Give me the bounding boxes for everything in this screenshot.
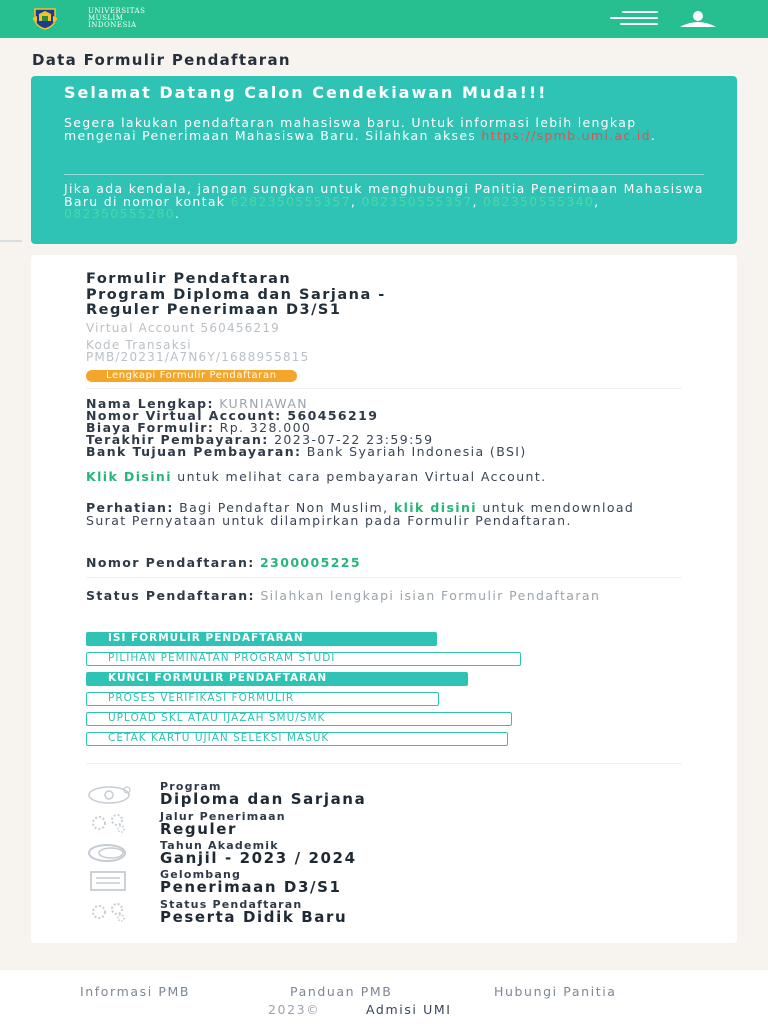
payment-deadline-label: Terakhir Pembayaran: — [86, 432, 269, 447]
phone-link[interactable]: 082350555280 — [64, 206, 176, 221]
full-name-label: Nama Lengkap: — [86, 396, 214, 411]
university-name[interactable] — [88, 8, 188, 29]
notice-text-end: untuk mendownload Surat Pernyataan untuk dilampirkan pada Formulir Pendaftaran. — [86, 500, 635, 528]
welcome-divider — [64, 174, 704, 175]
form-fee-value: Rp. 328.000 — [219, 420, 312, 435]
gears-icon — [85, 901, 135, 923]
form-fee-label: Biaya Formulir: — [86, 420, 215, 435]
footer-link-pmb-guide[interactable]: Panduan PMB — [290, 984, 393, 999]
notice-text: Bagi Pendaftar Non Muslim, — [179, 500, 389, 515]
spmb-site-link[interactable]: https://spmb.umi.ac.id — [481, 127, 651, 143]
summary-value-admission-path: Reguler — [160, 820, 238, 838]
notice-label: Perhatian: — [86, 500, 174, 515]
coins-icon — [85, 842, 135, 864]
step-print-exam-card-button[interactable]: CETAK KARTU UJIAN SELEKSI MASUK — [86, 732, 508, 746]
virtual-account-line: Nomor Virtual Account: 560456219 — [86, 408, 379, 423]
transaction-code-value: PMB/20231/A7N6Y/1688955815 — [86, 350, 310, 364]
top-navbar — [0, 0, 768, 38]
summary-label-status: Status Pendaftaran — [160, 898, 303, 911]
transaction-code-label: Kode Transaksi — [86, 338, 192, 352]
summary-label-admission-path: Jalur Penerimaan — [160, 810, 286, 823]
click-here-link[interactable]: Klik Disini — [86, 469, 172, 484]
summary-value-wave: Penerimaan D3/S1 — [160, 878, 342, 896]
form-title — [86, 272, 646, 319]
summary-value-status: Peserta Didik Baru — [160, 908, 348, 926]
registration-status-row — [86, 590, 646, 603]
punctuation: . — [175, 206, 181, 221]
registration-number-label: Nomor Pendaftaran: — [86, 555, 255, 570]
step-upload-certificate-button[interactable]: UPLOAD SKL ATAU IJAZAH SMU/SMK — [86, 712, 512, 726]
virtual-account-label: Virtual Account 560456219 — [86, 321, 281, 335]
separator: , — [350, 193, 362, 209]
summary-value-program: Diploma dan Sarjana — [160, 790, 367, 808]
money-icon — [85, 784, 135, 806]
summary-label-wave: Gelombang — [160, 868, 242, 881]
copyright: 2023© — [268, 1002, 321, 1017]
logo-line: INDONESIA — [88, 21, 137, 29]
step-verification-button[interactable]: PROSES VERIFIKASI FORMULIR — [86, 692, 439, 706]
download-statement-link[interactable]: klik disini — [393, 500, 477, 515]
welcome-text: Segera lakukan pendaftaran mahasiswa baru. Untuk informasi lebih lengkap mengenai Penerimaan Mahasiswa Baru. Silahkan akses — [64, 115, 637, 143]
user-profile-icon[interactable] — [678, 9, 718, 29]
bank-label: Bank Tujuan Pembayaran: — [86, 444, 302, 459]
registration-card — [31, 255, 737, 943]
page-title: Data Formulir Pendaftaran — [32, 51, 291, 69]
side-divider — [0, 240, 22, 242]
divider — [86, 763, 682, 764]
phone-link[interactable]: 082350555357 — [361, 193, 473, 209]
punctuation: . — [650, 127, 657, 143]
registration-number-row — [86, 557, 646, 570]
footer — [0, 970, 768, 1024]
footer-link-contact-committee[interactable]: Hubungi Panitia — [494, 984, 617, 999]
separator: , — [472, 193, 484, 209]
contact-message — [64, 183, 704, 221]
logo-line: UNIVERSITAS — [88, 7, 146, 15]
hamburger-menu-icon[interactable] — [610, 11, 660, 27]
summary-value-academic-year: Ganjil - 2023 / 2024 — [160, 849, 357, 867]
summary-label-academic-year: Tahun Akademik — [160, 839, 279, 852]
separator: , — [594, 193, 600, 209]
step-lock-form-button[interactable]: KUNCI FORMULIR PENDAFTARAN — [86, 672, 468, 686]
contact-text: Jika ada kendala, jangan sungkan untuk menghubungi Panitia Penerimaan Mahasiswa Baru di nomor kontak — [64, 181, 704, 209]
form-title-line: Reguler Penerimaan D3/S1 — [86, 302, 342, 318]
registration-status-value: Silahkan lengkapi isian Formulir Pendaftaran — [260, 588, 601, 603]
payment-deadline-value: 2023-07-22 23:59:59 — [274, 432, 434, 447]
summary-label-program: Program — [160, 780, 222, 793]
form-title-line: Program Diploma dan Sarjana - — [86, 286, 386, 303]
payment-guide-row — [86, 471, 646, 484]
document-icon — [85, 870, 135, 892]
footer-link-pmb-info[interactable]: Informasi PMB — [80, 984, 191, 999]
footer-brand: Admisi UMI — [366, 1002, 452, 1017]
registration-status-label: Status Pendaftaran: — [86, 588, 255, 603]
gears-icon — [85, 812, 135, 834]
step-fill-form-button[interactable]: ISI FORMULIR PENDAFTARAN — [86, 632, 437, 646]
notice-row — [86, 502, 646, 527]
form-title-line: Formulir Pendaftaran — [86, 271, 292, 287]
bank-value: Bank Syariah Indonesia (BSI) — [306, 444, 527, 459]
phone-link[interactable]: 082350555340 — [483, 193, 595, 209]
registration-number-value: 2300005225 — [260, 555, 362, 570]
welcome-banner — [31, 76, 737, 244]
full-name-value: KURNIAWAN — [219, 396, 309, 411]
status-badge: Lengkapi Formulir Pendaftaran — [86, 370, 297, 382]
university-logo-icon[interactable] — [33, 6, 57, 30]
payment-guide-text: untuk melihat cara pembayaran Virtual Account. — [177, 469, 547, 484]
welcome-title: Selamat Datang Calon Cendekiawan Muda!!! — [64, 83, 548, 102]
divider — [86, 577, 682, 578]
welcome-message — [64, 117, 704, 142]
phone-link[interactable]: 6282350555357 — [230, 193, 351, 209]
bank-row — [86, 446, 646, 459]
logo-line: MUSLIM — [88, 14, 124, 22]
divider — [86, 388, 682, 389]
step-study-program-button[interactable]: PILIHAN PEMINATAN PROGRAM STUDI — [86, 652, 521, 666]
